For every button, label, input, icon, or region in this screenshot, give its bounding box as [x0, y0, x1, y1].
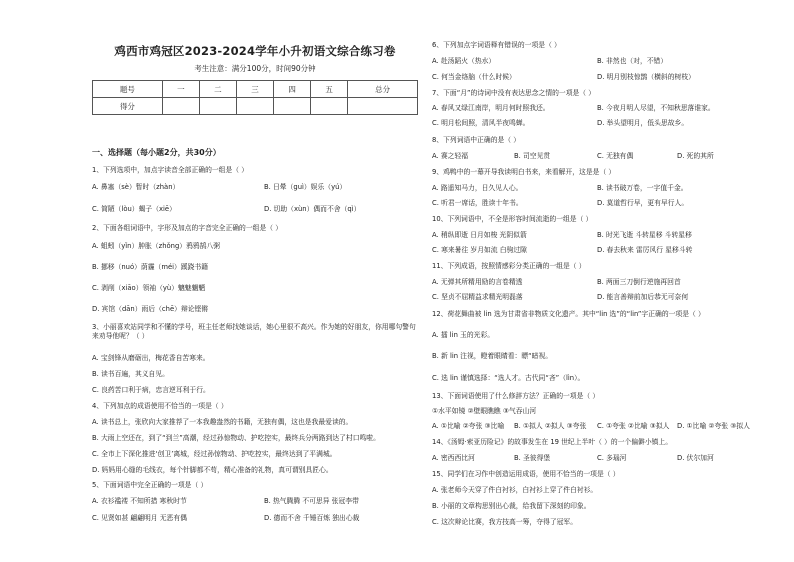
- table-row: [93, 98, 418, 115]
- option: B. 两面三刀倒行逆施再回首: [597, 278, 681, 286]
- question-text: 1、下列选项中，加点字读音全部正确的一组是（ ）: [92, 166, 249, 174]
- question-text: 8、下列词语中正确的是（ ）: [432, 136, 521, 144]
- option: C. 坚贞不屈精益求精光明磊落: [432, 293, 523, 301]
- option: A. ①比喻 ②夸张 ③比喻: [432, 422, 505, 430]
- option: B. 时光飞逝 斗转星移 斗转星移: [597, 231, 692, 239]
- option: B. 今夜月明人尽望，不知秋思落谁家。: [597, 104, 715, 112]
- option: A. 宝剑锋从磨砺出，梅花香自苦寒来。: [92, 354, 210, 362]
- option: C. ①夸张 ②比喻 ③拟人: [597, 422, 670, 430]
- option: A. 衣衫褴褛 不知所措 寒秋时节: [92, 497, 187, 505]
- score-cell[interactable]: [236, 98, 273, 115]
- question-text: 13、下面词语使用了什么修辞方法？正确的一项是（ ）: [432, 392, 600, 400]
- option: B. 读书破万卷，一字值千金。: [597, 184, 688, 192]
- option: D. 切助（xùn）偶而不舍（qì）: [264, 205, 361, 213]
- option: C. 寒来暑往 岁月如流 白驹过隙: [432, 246, 527, 254]
- score-table: [92, 80, 418, 115]
- option: B. 新 lin 注视，瞪着眼睛看：瞟“暗视。: [432, 352, 553, 360]
- option: B. 圣彼得堡: [514, 454, 551, 462]
- option: B. ①拟人 ②拟人 ③夸张: [514, 422, 587, 430]
- option: B. 挪移（nuó）荫霾（méi）蹊跷书籍: [92, 263, 209, 271]
- table-header-cell: 一: [162, 81, 199, 98]
- option: D. 举头望明月，低头思故乡。: [597, 119, 689, 127]
- score-cell[interactable]: [162, 98, 199, 115]
- option: A. 读书总上，张欣向大家推荐了一本我趣盎然的书籍，无独有偶，这也是我最爱读的。: [92, 418, 353, 426]
- option: A. 密西西比河: [432, 454, 475, 462]
- option: B. 司空见贯: [514, 152, 551, 160]
- option: A. 赛之轻福: [432, 152, 469, 160]
- option: B. 日晕（guì）娱乐（yú）: [264, 183, 347, 191]
- option: A. 稍纵即逝 日月如梭 光阴似箭: [432, 231, 527, 239]
- score-cell[interactable]: [274, 98, 311, 115]
- question-text: 2、下面各组词语中，字形及加点的字音完全正确的一组是（ ）: [92, 224, 282, 232]
- option: D. 德而不舍 千锤百炼 独出心裁: [264, 514, 360, 522]
- option: B. 热气腾腾 不可思异 张冠李带: [264, 497, 359, 505]
- question-text: 11、下列成语，按照情感彩分类正确的一组是（ ）: [432, 262, 586, 270]
- score-cell[interactable]: [348, 98, 418, 115]
- option: D. 莫道哲行早，更有早行人。: [597, 199, 689, 207]
- option: C. 听君一席话，胜读十年书。: [432, 199, 523, 207]
- table-row: [93, 81, 418, 98]
- option: D. 春去秋来 雷厉风行 星移斗转: [597, 246, 693, 254]
- option: C. 选 lin 谨慎选择：“选人才。古代同“吝”（lìn）。: [432, 374, 585, 382]
- option: A. 张老师今天穿了件白衬衫，白衬衫上穿了件白衬衫。: [432, 486, 598, 494]
- question-text: 10、下列词语中，不全是形容时间流逝的一组是（ ）: [432, 215, 593, 223]
- option: A. 无弹其所精用励的言卷精透: [432, 278, 523, 286]
- option: C. 这次辩论比赛，我方技高一筹，夺得了冠军。: [432, 518, 578, 526]
- option: A. 路遥知马力，日久见人心。: [432, 184, 523, 192]
- option: D. 宾馆（dān）雨后（chē）辩论铿锵: [92, 305, 209, 313]
- option: C. 何当金络脑（什么时候）: [432, 73, 516, 81]
- table-header-cell: 二: [199, 81, 236, 98]
- question-text: 12、荷花舞曲被 lin 选为甘肃省非物质文化遗产。其中“lin 选”的“lin”字正确的一项是（ ）: [432, 310, 705, 318]
- question-text: 4、下列加点的成语使用不恰当的一项是（ ）: [92, 402, 228, 410]
- score-cell[interactable]: [311, 98, 348, 115]
- question-text: 7、下面“月”的诗词中没有表达思念之情的一项是（ ）: [432, 89, 596, 97]
- table-header-cell: 总分: [348, 81, 418, 98]
- option: D. 明月别枝惊鹊（横斜的树枝）: [597, 73, 695, 81]
- option: D. 伏尔加河: [677, 454, 714, 462]
- option: A. 擂 lin 玉的光彩。: [432, 331, 495, 339]
- option: A. 鼻塞（sè）暂时（zhàn）: [92, 183, 180, 191]
- exam-notice: 考生注意：满分100分，时间90分钟: [194, 64, 316, 73]
- option: B. 读书百遍，其义自见。: [92, 370, 169, 378]
- question-text: 6、下列加点字词语释有错误的一项是（ ）: [432, 41, 561, 49]
- option: C. 见贤如甚 翩翩明月 无恶有偶: [92, 514, 187, 522]
- option: B. 小丽的文章构思别出心裁，给我留下深刻的印象。: [432, 502, 591, 510]
- option: C. 无独有偶: [597, 152, 634, 160]
- option: C. 明月松间照，清风半夜鸣蝉。: [432, 119, 530, 127]
- question-text: 14、《汤姆·索亚历险记》的故事发生在 19 世纪上半叶（ ）的一个偏僻小镇上。: [432, 438, 673, 446]
- option: C. 多瑙河: [597, 454, 627, 462]
- question-text: 5、下面词语中完全正确的一项是（ ）: [92, 481, 208, 489]
- question-item: ①水平如镜 ②壁眼瞧瞧 ③气吞山河: [432, 407, 537, 415]
- option: D. ①比喻 ②夸张 ③拟人: [677, 422, 750, 430]
- option: C. 良药苦口利于病，忠言逆耳利于行。: [92, 386, 210, 394]
- option: A. 蛆蚓（yǐn）肿胀（zhǒng）鸦鸦鹄八粥: [92, 242, 221, 250]
- table-header-cell: 题号: [93, 81, 163, 98]
- score-cell[interactable]: [199, 98, 236, 115]
- table-header-cell: 五: [311, 81, 348, 98]
- option: D. 死的其所: [677, 152, 714, 160]
- question-text: 3、小丽喜欢站同学和不懂的学号，班主任老师找她谈话，她心里很不高兴。作为她的好朋友，你用哪句警句来劝导他呢？（ ）: [92, 323, 416, 340]
- section-heading: 一、选择题（每小题2分，共30分）: [92, 148, 221, 157]
- option: A. 赴汤蹈火（热水）: [432, 57, 496, 65]
- question-text: 9、鸡鸭中的一幕开导我读明白书来，来看解开，这是是（ ）: [432, 168, 616, 176]
- option: A. 春风又绿江南岸，明月何时照我还。: [432, 104, 550, 112]
- row-label: 得分: [93, 98, 163, 115]
- option: C. 全市上下深化推进‘创卫’离城，经过孙惊物动、护吃控实，最终达到了平满城。: [92, 450, 337, 458]
- option: D. 妈妈用心缝的毛线衣，每个针脚都不苟，精心准备的礼物，真可谓别具匠心。: [92, 466, 333, 474]
- table-header-cell: 四: [274, 81, 311, 98]
- page-title: 鸡西市鸡冠区2023-2024学年小升初语文综合练习卷: [114, 44, 396, 58]
- option: B. 非然也（对，不错）: [597, 57, 668, 65]
- table-header-cell: 三: [236, 81, 273, 98]
- option: C. 剥削（xiāo）领袖（yù）魑魅魍魉: [92, 284, 206, 292]
- option: D. 能言善辩前加后恭无可奈何: [597, 293, 689, 301]
- option: B. 大雨上空还在，到了“到兰”高潮，经过孙惊物动、护吃控实，最终兵分两路到达了村口鸣啦。: [92, 434, 380, 442]
- option: C. 简陋（lòu）蝎子（xiē）: [92, 205, 176, 213]
- question-text: 15、同学们在习作中创造运用成语，使用不恰当的一项是（ ）: [432, 470, 620, 478]
